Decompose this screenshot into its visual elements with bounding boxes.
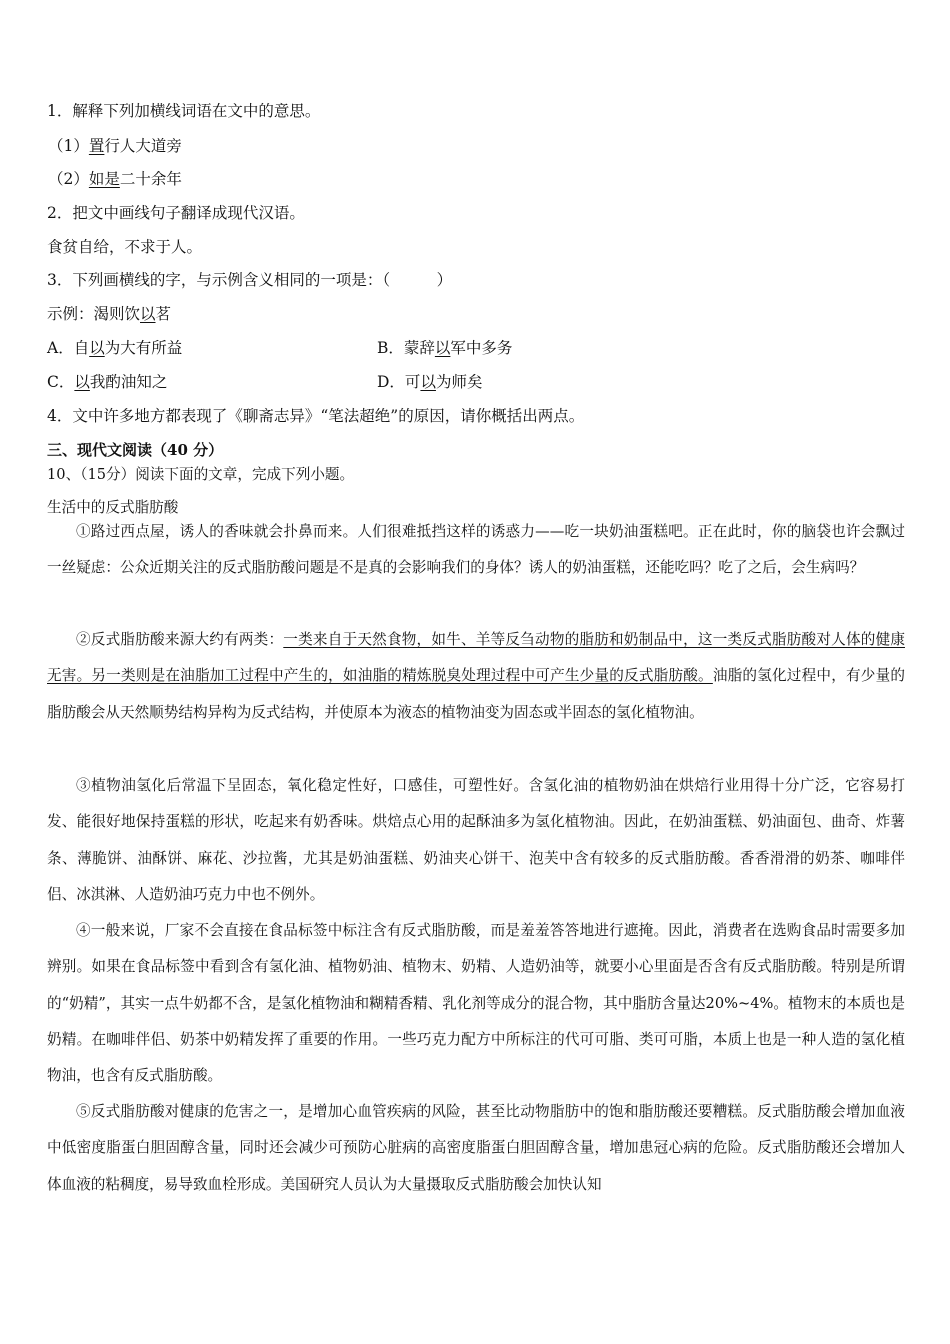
option-prefix: B．蒙辞 <box>377 339 435 357</box>
question-3-example <box>47 304 171 324</box>
paragraph-4: ④一般来说，厂家不会直接在食品标签中标注含有反式脂肪酸，而是羞羞答答地进行遮掩。因此，消费者在选购食品时需要多加辨别。如果在食品标签中看到含有氢化油、植物奶油、植物末、奶精、人造奶油等，就要小心里面是否含有反式脂肪酸。特别是所谓的“奶精”，其实一点牛奶都不含，是氢化植物油和糊精香精、乳化剂等成分的混合物，其中脂肪含量达20%~4%。植物末的本质也是奶精。在咖啡伴侣、奶茶中奶精发挥了重要的作用。一些巧克力配方中所标注的代可可脂、类可可脂，本质上也是一种人造的氢化植物油，也含有反式脂肪酸。 <box>47 922 905 1085</box>
underlined-word: 置 <box>88 137 105 155</box>
question-2: 2．把文中画线句子翻译成现代汉语。 <box>47 204 305 222</box>
question-4: 4．文中许多地方都表现了《聊斋志异》“笔法超绝”的原因，请你概括出两点。 <box>47 407 585 425</box>
option-prefix: A．自 <box>47 339 90 357</box>
article-title: 生活中的反式脂肪酸 <box>47 499 179 516</box>
option-rest: 我酌油知之 <box>89 373 168 391</box>
paragraph-3: ③植物油氢化后常温下呈固态，氧化稳定性好，口感佳，可塑性好。含氢化油的植物奶油在烘焙行业用得十分广泛，它容易打发、能很好地保持蛋糕的形状，吃起来有奶香味。烘焙点心用的起酥油多为氢化植物油。因此，在奶油蛋糕、奶油面包、曲奇、炸薯条、薄脆饼、油酥饼、麻花、沙拉酱，尤其是奶油蛋糕、奶油夹心饼干、泡芙中含有较多的反式脂肪酸。香香滑滑的奶茶、咖啡伴侣、冰淇淋、人造奶油巧克力中也不例外。 <box>47 777 905 903</box>
example-rest: 茗 <box>155 305 172 323</box>
option-prefix: C． <box>47 373 75 391</box>
option-c <box>47 372 167 392</box>
paragraph-2-underlined-sentence: 一类来自于天然食物，如牛、羊等反刍动物的脂肪和奶制品中，这一类反式脂肪酸对人体的健康无害。另一类则是在油脂加工过程中产生的，如油脂的精炼脱臭处理过程中可产生少量的反式脂肪酸。 <box>47 631 905 685</box>
question-2-sentence: 食贫自给，不求于人。 <box>47 238 203 256</box>
question-1-item-1 <box>48 136 182 156</box>
paragraph-5: ⑤反式脂肪酸对健康的危害之一，是增加心血管疾病的风险，甚至比动物脂肪中的饱和脂肪酸还要糟糕。反式脂肪酸会增加血液中低密度脂蛋白胆固醇含量，同时还会减少可预防心脏病的高密度脂蛋白胆固醇含量，增加患冠心病的危险。反式脂肪酸还会增加人体血液的粘稠度，易导致血栓形成。美国研究人员认为大量摄取反式脂肪酸会加快认知 <box>47 1103 905 1193</box>
paragraph-2-intro: ②反式脂肪酸来源大约有两类： <box>76 631 284 648</box>
option-d <box>377 372 482 392</box>
underlined-char: 以 <box>420 373 436 391</box>
option-rest: 军中多务 <box>450 339 513 357</box>
item-prefix: （2） <box>48 170 89 188</box>
option-b <box>377 338 512 358</box>
paragraph-2 <box>47 622 905 731</box>
underlined-char: 以 <box>89 339 105 357</box>
section-heading: 三、现代文阅读（40 分） <box>47 441 224 459</box>
question-3: 3．下列画横线的字，与示例含义相同的一项是：（ ） <box>47 271 453 289</box>
item-prefix: （1） <box>48 137 89 155</box>
paragraph-2-rest: 油脂的氢化过程中，有少量的脂肪酸会从天然顺势结构异构为反式结构，并使原本为液态的植物油变为固态或半固态的氢化植物油。 <box>47 667 905 721</box>
item-rest: 二十余年 <box>119 170 182 188</box>
underlined-word: 如是 <box>88 170 120 188</box>
underlined-char: 以 <box>140 305 156 323</box>
question-10-intro: 10、（15分）阅读下面的文章，完成下列小题。 <box>47 466 355 483</box>
question-1-item-2 <box>48 169 182 189</box>
option-prefix: D．可 <box>377 373 421 391</box>
underlined-char: 以 <box>74 373 90 391</box>
underlined-char: 以 <box>434 339 451 357</box>
example-prefix: 示例：渴则饮 <box>47 305 141 323</box>
option-a <box>47 338 182 358</box>
item-rest: 行人大道旁 <box>104 137 182 155</box>
option-rest: 为大有所益 <box>104 339 183 357</box>
paragraph-1: ①路过西点屋，诱人的香味就会扑鼻而来。人们很难抵挡这样的诱惑力——吃一块奶油蛋糕吧。正在此时，你的脑袋也许会飘过一丝疑虑：公众近期关注的反式脂肪酸问题是不是真的会影响我们的身体？诱人的奶油蛋糕，还能吃吗？吃了之后，会生病吗？ <box>47 523 905 577</box>
question-1: 1．解释下列加横线词语在文中的意思。 <box>47 102 321 120</box>
option-rest: 为师矣 <box>435 373 483 391</box>
